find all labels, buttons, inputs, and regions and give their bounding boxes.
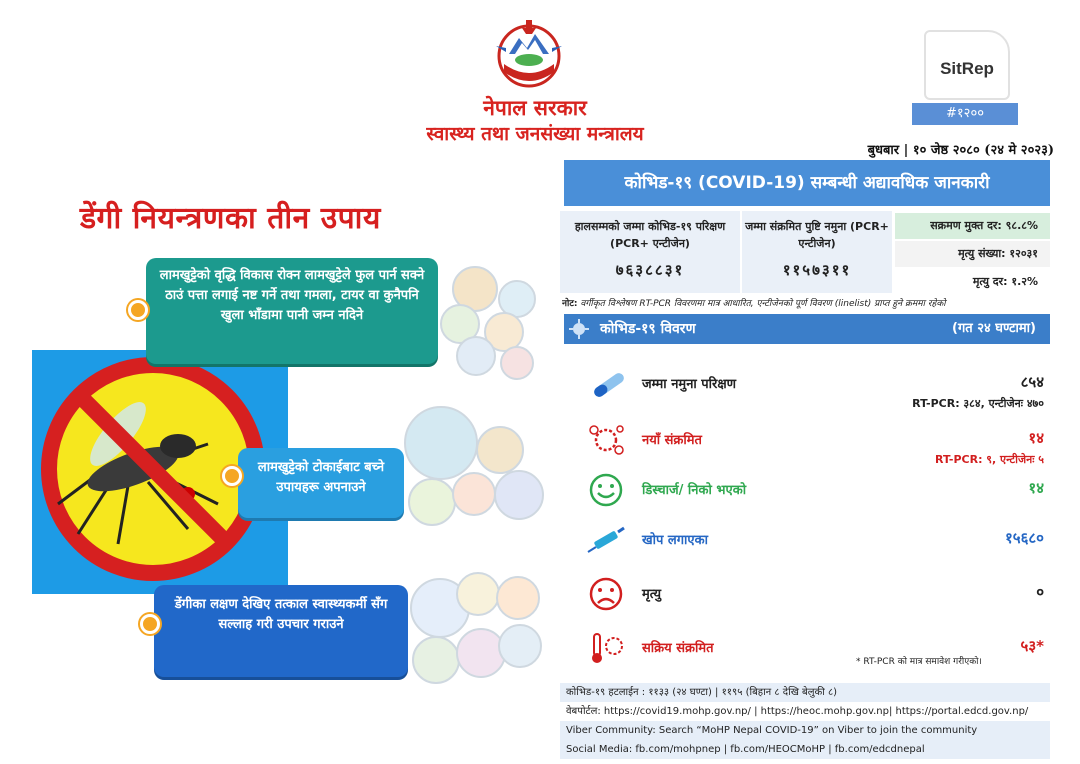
- bullet-dot: [222, 466, 242, 486]
- viber-community: Viber Community: Search “MoHP Nepal COVID-19” on Viber to join the community: [560, 721, 1050, 740]
- item-name: खोप लगाएका: [642, 533, 708, 548]
- deaths-row: [576, 574, 1050, 614]
- recovery-rate: सक्रमण मुक्त दर: ९८.८%: [895, 213, 1050, 239]
- bullet-dot: [128, 300, 148, 320]
- sitrep-number: #१२००: [912, 103, 1018, 125]
- bullet-dot: [140, 614, 160, 634]
- confirmed-card: [742, 211, 892, 293]
- covid-heading: कोभिड-१९ (COVID-19) सम्बन्धी अद्यावधिक जानकारी: [564, 160, 1050, 206]
- note: [562, 296, 1056, 309]
- smiley-icon: [584, 470, 628, 510]
- sad-face-icon: [584, 574, 628, 614]
- note-label: नोट:: [562, 299, 578, 309]
- report-date: बुधबार | १० जेष्ठ २०८० (२४ मे २०२३): [867, 143, 1054, 158]
- item-value: ५३*: [1020, 637, 1044, 655]
- item-sub: RT-PCR: ९, एन्टीजेनः ५: [935, 453, 1044, 466]
- vaccinated-row: [576, 520, 1050, 560]
- sitrep-badge: [924, 30, 1010, 100]
- item-name: जम्मा नमुना परिक्षण: [642, 377, 737, 392]
- web-label: वेबपोर्टल:: [566, 706, 601, 717]
- dengue-title: डेंगी नियन्त्रणका तीन उपाय: [80, 201, 381, 236]
- test-tube-icon: [584, 364, 628, 404]
- death-rate: मृत्यु दर: १.२%: [895, 269, 1050, 295]
- ministry-name: स्वास्थ्य तथा जनसंख्या मन्त्रालय: [426, 123, 644, 145]
- virus-icon: [568, 318, 590, 340]
- web-links[interactable]: https://covid19.mohp.gov.np/ | https://heoc.mohp.gov.np| https://portal.edcd.gov.np/: [603, 706, 1029, 717]
- virus-cluster-icon: [584, 420, 628, 460]
- note-text: वर्गीकृत विश्लेषण RT-PCR विवरणमा मात्र आधारित, एन्टीजेनको पूर्ण विवरण (linelist) प्राप्त हुने क्रममा रहेको: [580, 299, 946, 309]
- sitrep-label: SitRep: [940, 59, 994, 78]
- footnote: * RT-PCR को मात्र समावेश गरीएको।: [856, 657, 982, 667]
- social-media[interactable]: Social Media: fb.com/mohpnep | fb.com/HEOCMoHP | fb.com/edcdnepal: [560, 740, 1050, 759]
- confirmed-value: ११५७३११: [782, 261, 852, 279]
- item-name: डिस्चार्ज/ निको भएको: [642, 483, 747, 498]
- web-portals: [560, 702, 1050, 721]
- item-value: १४: [1028, 479, 1044, 497]
- tests-row: [576, 364, 1050, 410]
- item-name: नयाँ संक्रमित: [642, 433, 702, 448]
- discharged-row: [576, 470, 1050, 510]
- deaths-total: मृत्यु संख्या: १२०३१: [895, 241, 1050, 267]
- item-value: १४: [1028, 429, 1044, 447]
- syringe-icon: [584, 520, 628, 560]
- confirmed-label: जम्मा संक्रमित पुष्टि नमुना (PCR+ एन्टीजेन): [745, 220, 889, 250]
- contact-bar: [560, 683, 1050, 759]
- thermometer-icon: [584, 628, 628, 668]
- item-value: ०: [1036, 583, 1044, 601]
- item-sub: RT-PCR: ३८४, एन्टीजेनः ४७०: [912, 397, 1044, 410]
- government-name: नेपाल सरकार: [483, 95, 587, 120]
- total-tests-value: ७६३८८३१: [615, 261, 685, 279]
- item-name: सक्रिय संक्रमित: [642, 641, 714, 656]
- total-tests-label: हालसम्मको जम्मा कोभिड-१९ परिक्षण (PCR+ एन्टीजेन): [574, 220, 726, 250]
- dengue-tip-bite-protection: लामखुट्टेको टोकाईबाट बच्ने उपायहरू अपनाउने: [238, 448, 404, 518]
- detail-label: कोभिड-१९ विवरण: [600, 321, 696, 337]
- item-value: १५६८०: [1004, 529, 1044, 547]
- dengue-tip-breeding: लामखुट्टेको वृद्धि विकास रोक्न लामखुट्टेले फुल पार्न सक्ने ठाउं पत्ता लगाई नष्ट गर्ने तथा गमला, टायर वा कुनैपनि खुला भाँडामा पानी जम्न नदिने: [146, 258, 438, 364]
- covid-detail-bar: [564, 314, 1050, 344]
- dengue-tip-treatment: डेंगीका लक्षण देखिए तत्काल स्वास्थ्यकर्मी सँग सल्लाह गरी उपचार गराउने: [154, 585, 408, 677]
- item-value: ८५४: [1020, 373, 1044, 391]
- hotline: कोभिड-१९ हटलाईन : ११३३ (२४ घण्टा) | ११९५ (बिहान ८ देखि बेलुकी ८): [560, 683, 1050, 702]
- item-name: मृत्यु: [642, 587, 662, 602]
- new-cases-row: [576, 420, 1050, 466]
- total-tests-card: [560, 211, 742, 293]
- nepal-emblem-icon: [492, 16, 566, 90]
- detail-period: (गत २४ घण्टामा): [952, 321, 1036, 336]
